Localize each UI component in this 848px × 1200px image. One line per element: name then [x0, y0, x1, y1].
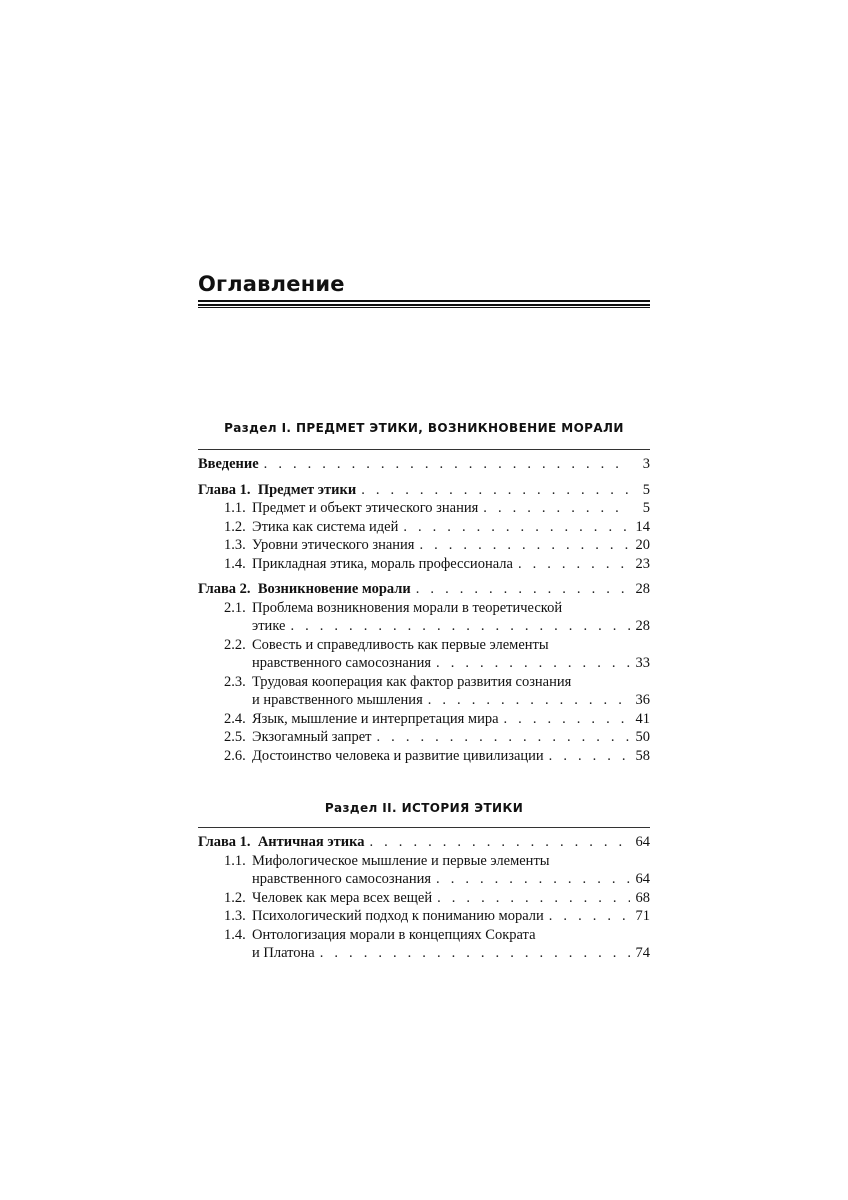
- section-heading: Раздел I. ПРЕДМЕТ ЭТИКИ, ВОЗНИКНОВЕНИЕ МОРАЛИ: [224, 421, 624, 435]
- dot-leader: [513, 555, 630, 574]
- subsection-number: 2.5.: [224, 729, 246, 745]
- dot-leader: [431, 654, 629, 673]
- page-number: 74: [635, 945, 650, 961]
- dot-leader: [414, 536, 629, 555]
- dot-leader: [285, 617, 629, 636]
- page-number: 71: [635, 908, 650, 924]
- entry-title: [198, 580, 411, 599]
- toc-entry-subsection[interactable]: [198, 536, 650, 555]
- subsection-title-cont: этике: [252, 618, 286, 634]
- subsection-title: Уровни этического знания: [252, 537, 415, 553]
- subsection-number: 1.1.: [224, 852, 246, 869]
- dot-leader: [411, 580, 630, 599]
- entry-title: [224, 499, 478, 518]
- chapter-title: Античная этика: [257, 834, 365, 850]
- page-number: 64: [635, 834, 650, 850]
- dot-leader: [372, 728, 630, 747]
- page-title: Оглавление: [198, 272, 345, 296]
- page-number: 20: [635, 537, 650, 553]
- dot-leader: [544, 747, 630, 766]
- subsection-number: 1.3.: [224, 908, 246, 924]
- page-number: 14: [635, 518, 650, 535]
- toc-entry-subsection[interactable]: [198, 747, 650, 766]
- subsection-first-line: [198, 926, 650, 945]
- toc-entry-subsection[interactable]: [198, 499, 650, 518]
- toc-section-2: [198, 833, 650, 963]
- subsection-last-line: [198, 654, 650, 673]
- section-rule: [198, 449, 650, 450]
- section-rule: [198, 827, 650, 828]
- toc-entry-subsection[interactable]: [198, 710, 650, 729]
- subsection-title: Человек как мера всех вещей: [252, 889, 433, 906]
- subsection-title-cont: нравственного самосознания: [252, 871, 432, 887]
- toc-entry-subsection[interactable]: [198, 889, 650, 908]
- entry-title: [224, 747, 544, 766]
- toc-entry-subsection[interactable]: [198, 636, 650, 673]
- toc-entry-subsection[interactable]: [198, 599, 650, 636]
- page-number: 50: [635, 729, 650, 745]
- subsection-title: Проблема возникновения морали в теоретической: [252, 599, 563, 616]
- subsection-first-line: [198, 599, 650, 618]
- page-number: 28: [635, 618, 650, 634]
- title-rule: [198, 307, 650, 308]
- toc-entry-subsection[interactable]: [198, 926, 650, 963]
- dot-leader: [478, 499, 630, 518]
- subsection-title-cont: и Платона: [252, 945, 315, 961]
- subsection-number: 1.2.: [224, 889, 246, 906]
- entry-title: [198, 481, 356, 500]
- toc-entry-subsection[interactable]: [198, 907, 650, 926]
- subsection-title: Онтологизация морали в концепциях Сократа: [252, 926, 536, 943]
- subsection-last-line: [198, 870, 650, 889]
- dot-leader: [432, 889, 629, 908]
- subsection-title: Этика как система идей: [252, 518, 399, 535]
- toc-entry-intro[interactable]: [198, 455, 650, 474]
- title-rule: [198, 300, 650, 302]
- dot-leader: [365, 833, 630, 852]
- dot-leader: [431, 870, 629, 889]
- subsection-last-line: [198, 617, 650, 636]
- page-number: 5: [642, 481, 650, 498]
- subsection-number: 2.3.: [224, 673, 246, 690]
- entry-title: [224, 518, 398, 537]
- subsection-number: 1.4.: [224, 926, 246, 943]
- entry-title: [198, 833, 365, 852]
- subsection-number: 1.2.: [224, 518, 246, 535]
- entry-title: [224, 889, 432, 908]
- toc-entry-subsection[interactable]: [198, 555, 650, 574]
- toc-entry-chapter[interactable]: [198, 580, 650, 599]
- subsection-title: Достоинство человека и развитие цивилизации: [252, 747, 544, 764]
- section-heading: Раздел II. ИСТОРИЯ ЭТИКИ: [324, 801, 524, 815]
- page-number: 33: [635, 655, 650, 671]
- entry-title: [224, 728, 372, 747]
- dot-leader: [398, 518, 629, 537]
- dot-leader: [356, 481, 630, 500]
- dot-leader: [499, 710, 630, 729]
- subsection-last-line: [198, 691, 650, 710]
- subsection-number: 2.1.: [224, 599, 246, 616]
- subsection-number: 2.6.: [224, 747, 246, 764]
- subsection-title: Язык, мышление и интерпретация мира: [252, 710, 499, 727]
- page-number: 5: [642, 500, 650, 516]
- subsection-title: Совесть и справедливость как первые элементы: [252, 636, 549, 653]
- entry-title: [224, 907, 544, 926]
- page-number: 23: [635, 555, 650, 572]
- page-number: 36: [635, 692, 650, 708]
- chapter-label: Глава 1.: [198, 481, 251, 498]
- dot-leader: [423, 691, 630, 710]
- subsection-title-cont: нравственного самосознания: [252, 655, 432, 671]
- subsection-last-line: [198, 944, 650, 963]
- page-number: 64: [635, 871, 650, 887]
- subsection-number: 1.4.: [224, 555, 246, 572]
- entry-title: [224, 536, 414, 555]
- subsection-number: 2.4.: [224, 710, 246, 727]
- chapter-title: Возникновение морали: [257, 581, 411, 597]
- toc-entry-subsection[interactable]: [198, 518, 650, 537]
- subsection-number: 1.3.: [224, 537, 246, 553]
- subsection-first-line: [198, 852, 650, 871]
- chapter-label: Глава 2.: [198, 581, 251, 597]
- toc-entry-subsection[interactable]: [198, 728, 650, 747]
- subsection-number: 2.2.: [224, 636, 246, 653]
- subsection-title: Экзогамный запрет: [252, 729, 372, 745]
- chapter-label: Глава 1.: [198, 834, 251, 850]
- subsection-title: Предмет и объект этического знания: [252, 500, 479, 516]
- title-rule: [198, 304, 650, 306]
- toc-entry-chapter[interactable]: [198, 481, 650, 500]
- toc-entry-subsection[interactable]: [198, 673, 650, 710]
- dot-leader: [315, 944, 630, 963]
- toc-section-1: [198, 455, 650, 765]
- subsection-first-line: [198, 673, 650, 692]
- subsection-title: Прикладная этика, мораль профессионала: [252, 555, 513, 572]
- subsection-number: 1.1.: [224, 500, 246, 516]
- entry-title: [224, 710, 499, 729]
- dot-leader: [259, 455, 630, 474]
- subsection-title: Мифологическое мышление и первые элементы: [252, 852, 550, 869]
- page-number: 28: [635, 581, 650, 597]
- entry-title: [224, 555, 513, 574]
- chapter-title: Предмет этики: [257, 481, 357, 498]
- entry-title: Введение: [198, 456, 259, 472]
- page-number: 58: [635, 747, 650, 764]
- subsection-title-cont: и нравственного мышления: [252, 692, 423, 708]
- toc-entry-subsection[interactable]: [198, 852, 650, 889]
- page-number: 41: [635, 710, 650, 727]
- page-number: 3: [642, 456, 650, 472]
- dot-leader: [544, 907, 630, 926]
- subsection-title: Трудовая кооперация как фактор развития сознания: [252, 673, 572, 690]
- subsection-first-line: [198, 636, 650, 655]
- subsection-title: Психологический подход к пониманию морали: [252, 908, 544, 924]
- toc-entry-chapter[interactable]: [198, 833, 650, 852]
- page-number: 68: [635, 889, 650, 906]
